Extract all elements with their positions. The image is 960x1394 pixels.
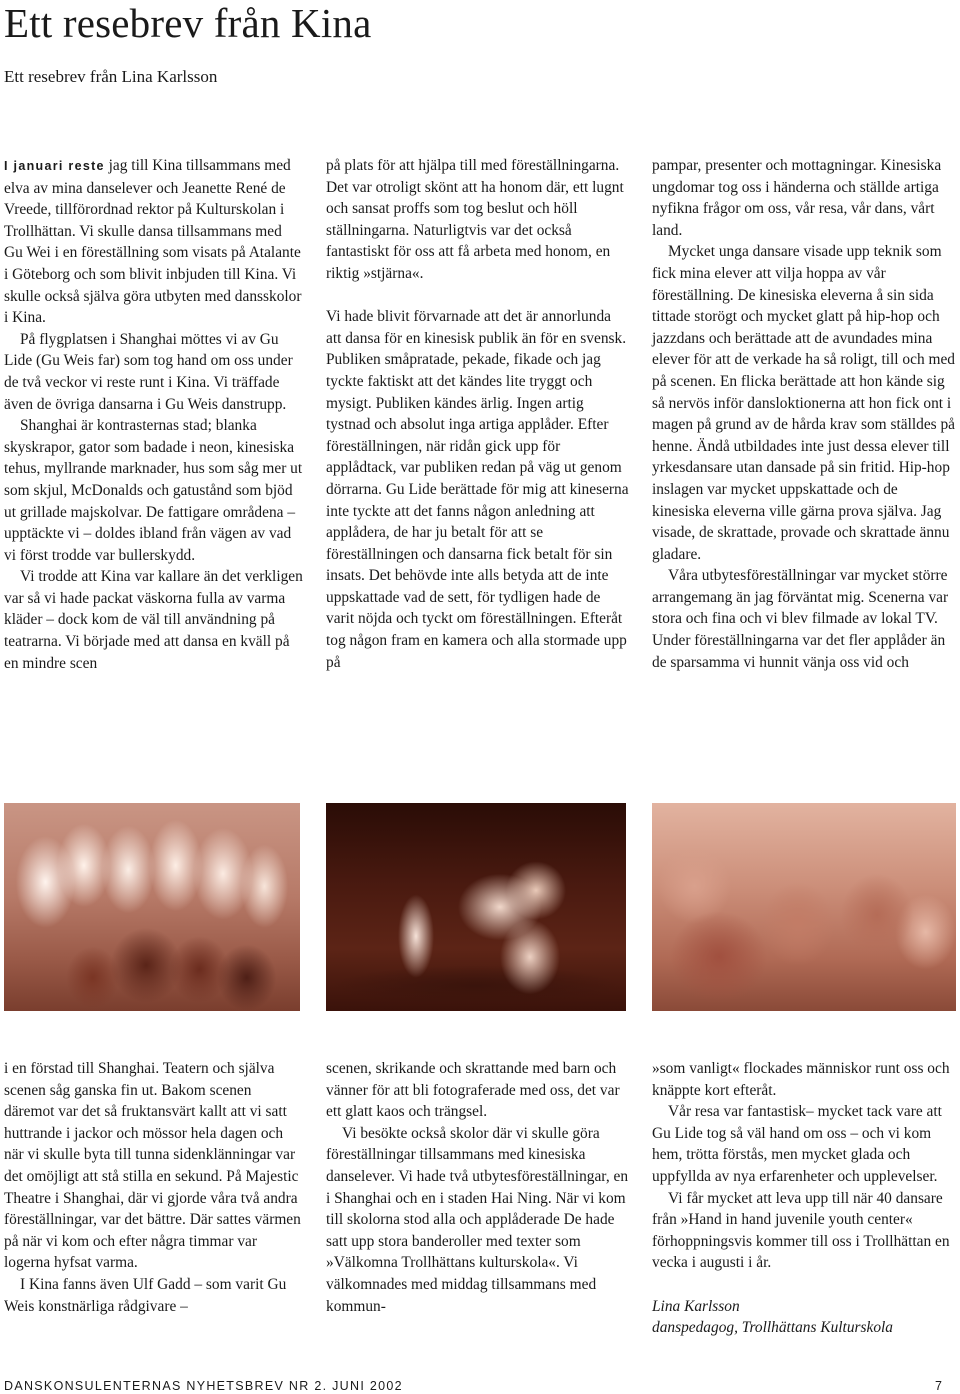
article-column-5 bbox=[326, 1058, 630, 1317]
stage-performance-photo bbox=[326, 803, 626, 1011]
page-number: 7 bbox=[935, 1379, 942, 1393]
article-paragraph: i en förstad till Shanghai. Teatern och själva scenen såg ganska fin ut. Bakom scenen däremot var det så fruktansvärt kallt att vi satt huttrande i jackor och mössor hela dagen och när vi skulle byta till tunna sidenklänningar var det omöjligt att stå stilla en sekund. På Majestic Theatre i Shanghai, där vi gjorde våra två andra föreställningar, var det bättre. Där sattes värmen på när vi kom och efter några timmar var logerna hyfsat varma. bbox=[4, 1060, 301, 1272]
page-subtitle: Ett resebrev från Lina Karlsson bbox=[4, 67, 218, 86]
article-paragraph: Mycket unga dansare visade upp teknik som fick mina elever att vilja hoppa av vår föreställning. De kinesiska eleverna å sin sida tittade storögt och mycket glatt på hip-hop och jazzdans och berättade att de avundades mina elever för att de verkade ha så roligt, till och med på scenen. En flicka berättade att hon kände sig så nervös inför dansloktionerna att hon fick ont i magen på grund av de hårda krav som ställdes på henne. Ändå utbildades inte just dessa elever till yrkesdansare utan dansade på sin fritid. Hip-hop inslagen var mycket uppskattade och de kinesiska eleverna ville gärna prova själva. Jag visade, de skrattade, provade och skrattade ännu gladare. bbox=[652, 243, 956, 563]
article-column-1 bbox=[4, 155, 304, 674]
article-paragraph: På flygplatsen i Shanghai möttes vi av Gu Lide (Gu Weis far) som tog hand om oss under de två veckor vi reste runt i Kina. Vi träffade även de övriga dansarna i Gu Weis danstrupp. bbox=[4, 330, 293, 413]
article-paragraph: pampar, presenter och mottagningar. Kinesiska ungdomar tog oss i händerna och ställde artiga nyfikna frågor om oss, vår resa, vår dans, vårt land. bbox=[652, 157, 942, 239]
article-column-2 bbox=[326, 155, 630, 673]
paragraph-text: jag till Kina tillsammans med elva av mina danselever och Jeanette René de Vreede, tillförordnad rektor på Kulturskolan i Trollhättan. Vi skulle dansa tillsammans med Gu Wei i en föreställning som visats på Atalante i Göteborg och som blivit inbjuden till Kina. Vi skulle också själva göra utbyten med dansskolor i Kina. bbox=[4, 157, 302, 327]
article-column-6 bbox=[652, 1058, 956, 1339]
article-paragraph bbox=[4, 155, 304, 329]
page-title: Ett resebrev från Kina bbox=[4, 0, 372, 46]
article-column-4 bbox=[4, 1058, 304, 1317]
lead-in-caps: I januari reste bbox=[4, 159, 105, 173]
article-paragraph: Shanghai är kontrasternas stad; blanka skyskrapor, gator som badade i neon, kinesiska tehus, myllrande marknader, hus som såg mer ut som skjul, McDonalds och gatustånd som bjöd ut grillade majskolvar. De fattigare områdena – upptäckte vi – doldes ibland från vägen av vad vi först trodde var bullerskydd. bbox=[4, 417, 303, 564]
backstage-group-photo bbox=[652, 803, 956, 1011]
article-paragraph: »som vanligt« flockades människor runt oss och knäppte kort efteråt. bbox=[652, 1060, 950, 1099]
article-column-3 bbox=[652, 155, 956, 673]
author-name: Lina Karlsson bbox=[652, 1297, 740, 1315]
group-photo-dancers bbox=[4, 803, 300, 1011]
article-paragraph: Vår resa var fantastisk– mycket tack vare att Gu Lide tog så väl hand om oss – och vi kom hem, trötta förstås, men mycket glada och uppfyllda av nya erfarenheter och upplevelser. bbox=[652, 1103, 942, 1185]
article-paragraph: Vi får mycket att leva upp till när 40 dansare från »Hand in hand juvenile youth center« förhoppningsvis kommer till oss i Trollhättan en vecka i augusti i år. bbox=[652, 1189, 950, 1272]
article-paragraph: I Kina fanns även Ulf Gadd – som varit Gu Weis konstnärliga rådgivare – bbox=[4, 1275, 287, 1315]
article-paragraph: Vi trodde att Kina var kallare än det verkligen var så vi hade packat väskorna fulla av varma kläder – dock kom de väl till användning på teatrarna. Vi började med att dansa en kväll på en mindre scen bbox=[4, 568, 303, 672]
article-paragraph: Våra utbytesföreställningar var mycket större arrangemang än jag förväntat mig. Scenerna var stora och fina och vi blev filmade av lokal TV. Under föreställningarna var det fler applåder än de sparsamma vi hunnit vänja oss vid och bbox=[652, 567, 949, 671]
publication-name: DANSKONSULENTERNAS NYHETSBREV NR 2. JUNI 2002 bbox=[4, 1379, 403, 1393]
article-paragraph: scenen, skrikande och skrattande med barn och vänner för att bli fotograferade med oss, det var ett glatt kaos och trängsel. bbox=[326, 1060, 620, 1121]
article-paragraph: Vi hade blivit förvarnade att det är annorlunda att dansa för en kinesisk publik än för en svensk. Publiken småpratade, pekade, fikade och jag tyckte faktiskt att det kändes lite tryggt och mysigt. Publiken kändes ärlig. Ingen artig tystnad och absolut inga artiga applåder. Efter föreställningen, när ridån gick upp för applådtack, var publiken redan på väg ut genom dörrarna. Gu Lide berättade för mig att kineserna inte tyckte att det fanns någon anledning att applådera, de har ju betalt för att se föreställningen och dansarna fick betalt för sin insats. Det behövde inte alls betyda att de inte uppskattade vad de sett, för tydligen hade de varit nöjda och tyckt om föreställningen. Efteråt tog någon fram en kamera och alla stormade upp på bbox=[326, 308, 629, 671]
page-footer bbox=[4, 1378, 956, 1394]
author-signature bbox=[652, 1296, 956, 1339]
article-paragraph: på plats för att hjälpa till med föreställningarna. Det var otroligt skönt att ha honom där, ett lugnt och sansat proffs som tog beslut och höll ställningarna. Naturligtvis var det också fantastiskt för oss att få arbeta med honom, en riktig »stjärna«. bbox=[326, 157, 624, 282]
author-role: danspedagog, Trollhättans Kulturskola bbox=[652, 1319, 894, 1337]
article-paragraph: Vi besökte också skolor där vi skulle göra föreställningar tillsammans med kinesiska danselever. Vi hade två utbytesföreställningar, en i Shanghai och en i staden Hai Ning. När vi kom till skolorna stod alla och applåderade De hade satt upp stora banderoller med texter som »Välkomna Trollhättans kulturskola«. Vi välkomnades med middag tillsammans med kommun- bbox=[326, 1124, 629, 1315]
